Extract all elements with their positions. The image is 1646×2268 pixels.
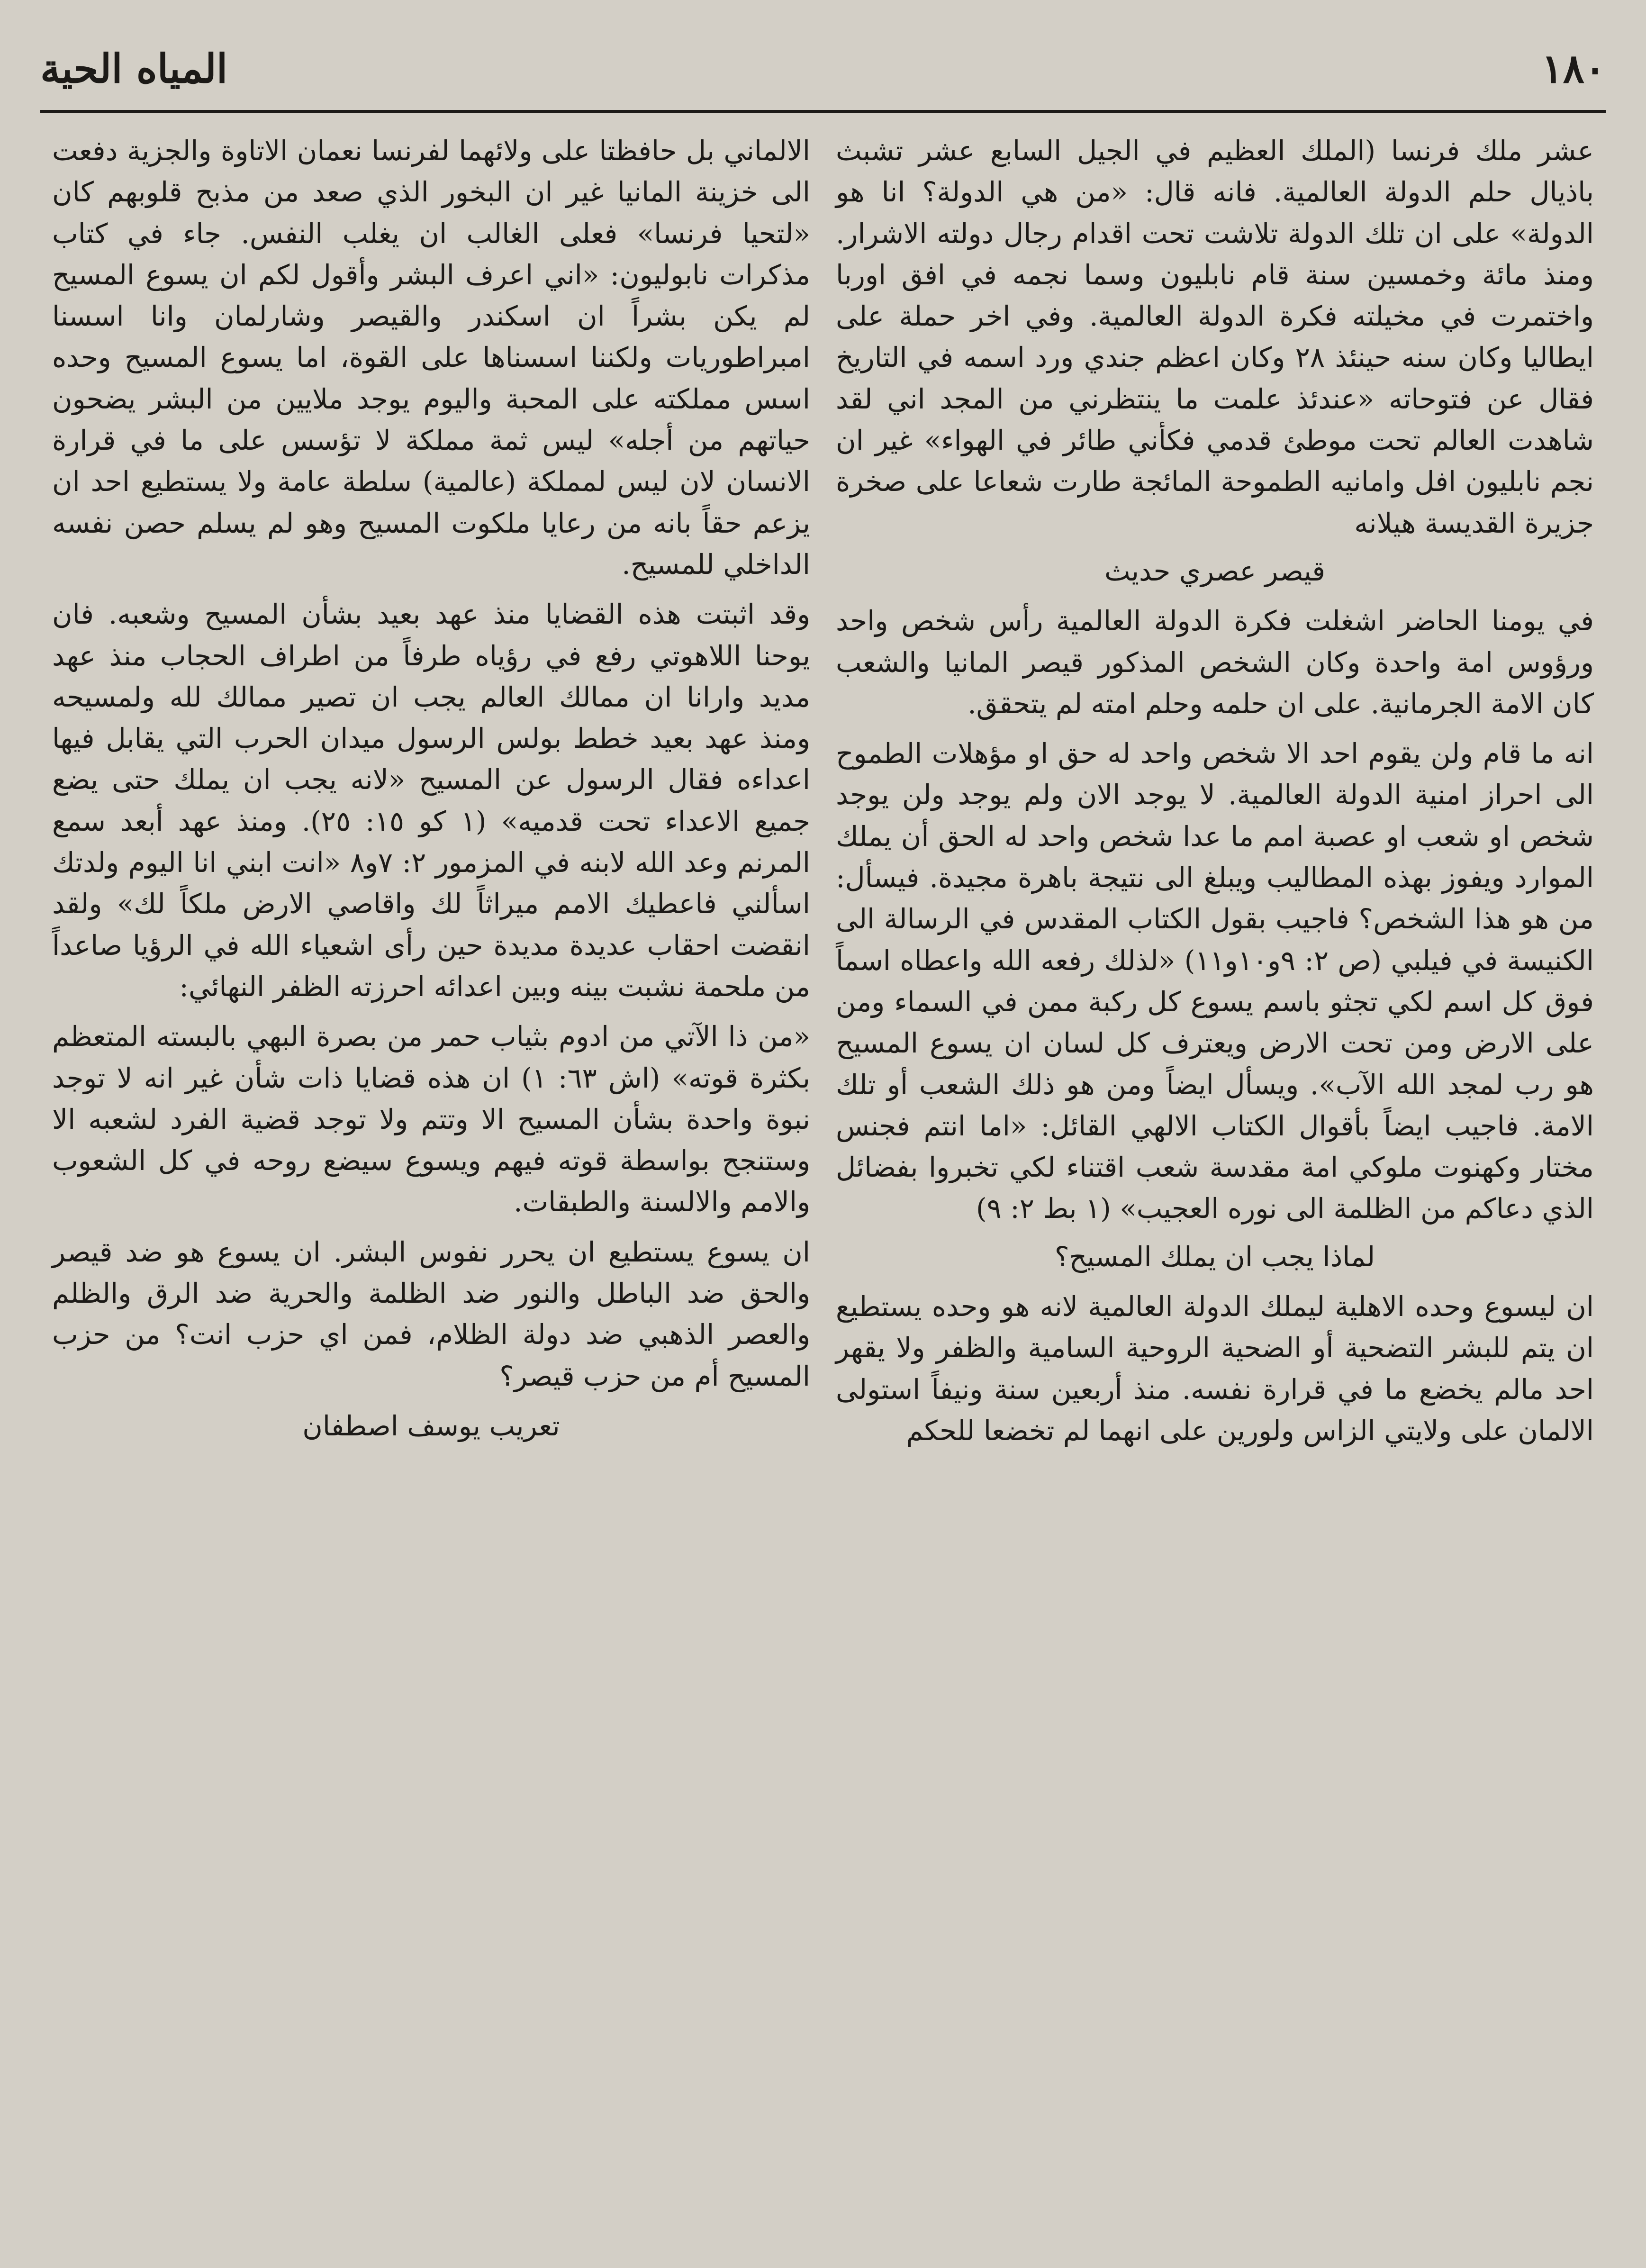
header-rule [40, 110, 1606, 113]
section-heading: قيصر عصري حديث [1104, 554, 1326, 587]
paragraph: الالماني بل حافظتا على ولائهما لفرنسا نعمان الاتاوة والجزية دفعت الى خزينة المانيا غير ان البخور الذي صعد من مذبح قلوبهم كان «لتحيا فرنسا» فعلى الغالب ان يغلب النفس. جاء في كتاب مذكرات نابوليون: «اني اعرف البشر وأقول لكم ان يسوع المسيح لم يكن بشراً ان اسكندر والقيصر وشارلمان وانا اسسنا امبراطوريات ولكننا اسسناها على القوة، اما يسوع المسيح وحده اسس مملكته على المحبة واليوم يوجد ملايين من البشر يضحون حياتهم من أجله» ليس ثمة مملكة لا تؤسس على ما في قرارة الانسان لان ليس لمملكة (عالمية) سلطة عامة ولا يستطيع احد ان يزعم حقاً بانه من رعايا ملكوت المسيح وهو لم يسلم حصن نفسه الداخلي للمسيح. [52, 135, 810, 581]
translator-signature: تعريب يوسف اصطفان [302, 1409, 560, 1442]
section-heading: لماذا يجب ان يملك المسيح؟ [1054, 1240, 1375, 1273]
running-title: المياه الحية [40, 45, 228, 92]
paragraph: ان ليسوع وحده الاهلية ليملك الدولة العالمية لانه هو وحده يستطيع ان يتم للبشر التضحية أو الضحية الروحية السامية والظفر ولا يقهر احد مالم يخضع ما في قرارة نفسه. منذ أربعين سنة ونيفاً استولى الالمان على ولايتي الزاس ولورين على انهما لم تخضعا للحكم [836, 1290, 1594, 1447]
paragraph: ان يسوع يستطيع ان يحرر نفوس البشر. ان يسوع هو ضد قيصر والحق ضد الباطل والنور ضد الظلمة والحرية ضد الرق والظلم والعصر الذهبي ضد دولة الظلام، فمن اي حزب انت؟ من حزب المسيح أم من حزب قيصر؟ [52, 1235, 810, 1392]
left-column [52, 130, 810, 1447]
paragraph: انه ما قام ولن يقوم احد الا شخص واحد له حق او مؤهلات الطموح الى احراز امنية الدولة العالمية. لا يوجد الان ولم يوجد ولن يوجد شخص او شعب او عصبة امم ما عدا شخص واحد له الحق أن يملك الموارد ويفوز بهذه المطاليب ويبلغ الى نتيجة باهرة مجيدة. فيسأل: من هو هذا الشخص؟ فاجيب بقول الكتاب المقدس في الرسالة الى الكنيسة في فيلبي (ص ٢: ٩و١٠و١١) «لذلك رفعه الله واعطاه اسماً فوق كل اسم لكي تجثو باسم يسوع كل ركبة ممن في السماء ومن على الارض ومن تحت الارض ويعترف كل لسان ان يسوع المسيح هو رب لمجد الله الآب». ويسأل ايضاً ومن هو ذلك الشعب أو تلك الامة. فاجيب ايضاً بأقوال الكتاب الالهي القائل: «اما انتم فجنس مختار وكهنوت ملوكي امة مقدسة شعب اقتناء لكي تخبروا بفضائل الذي دعاكم من الظلمة الى نوره العجيب» (١ بط ٢: ٩) [836, 737, 1594, 1225]
right-column [836, 130, 1594, 1452]
paragraph: في يومنا الحاضر اشغلت فكرة الدولة العالمية رأس شخص واحد ورؤوس امة واحدة وكان الشخص المذكور قيصر المانيا والشعب كان الامة الجرمانية. على ان حلمه وحلم امته لم يتحقق. [836, 605, 1594, 720]
paragraph: عشر ملك فرنسا (الملك العظيم في الجيل السابع عشر تشبث باذيال حلم الدولة العالمية. فانه قال: «من هي الدولة؟ انا هو الدولة» على ان تلك الدولة تلاشت تحت اقدام رجال دولته الاشرار. ومنذ مائة وخمسين سنة قام نابليون وسما نجمه في افق اوربا واختمرت في مخيلته فكرة الدولة العالمية. وفي اخر حملة على ايطاليا وكان سنه حينئذ ٢٨ وكان اعظم جندي ورد اسمه في التاريخ فقال عن فتوحاته «عندئذ علمت ما ينتظرني من المجد اني لقد شاهدت العالم تحت موطئ قدمي فكأني طائر في الهواء» غير ان نجم نابليون افل وامانيه الطموحة المائجة طارت شعاعا على صخرة جزيرة القديسة هيلانه [836, 135, 1594, 539]
page-number: ١٨٠ [1541, 45, 1606, 92]
page-header [40, 45, 1606, 107]
paragraph: وقد اثبتت هذه القضايا منذ عهد بعيد بشأن المسيح وشعبه. فان يوحنا اللاهوتي رفع في رؤياه طرفاً من اطراف الحجاب منذ عهد مديد وارانا ان ممالك العالم يجب ان تصير ممالك لله ولمسيحه ومنذ عهد بعيد خطط بولس الرسول ميدان الحرب التي يقابل فيها اعداءه فقال الرسول عن المسيح «لانه يجب ان يملك حتى يضع جميع الاعداء تحت قدميه» (١ كو ١٥: ٢٥). ومنذ عهد أبعد سمع المرنم وعد الله لابنه في المزمور ٢: ٧و٨ «انت ابني انا اليوم ولدتك اسألني فاعطيك الامم ميراثاً لك واقاصي الارض ملكاً لك» ولقد انقضت احقاب عديدة مديدة حين رأى اشعياء الله في الرؤيا صاعداً من ملحمة نشبت بينه وبين اعدائه احرزته الظفر النهائي: [52, 598, 810, 1003]
paragraph: «من ذا الآتي من ادوم بثياب حمر من بصرة البهي بالبسته المتعظم بكثرة قوته» (اش ٦٣: ١) ان هذه قضايا ذات شأن غير انه لا توجد نبوة واحدة بشأن المسيح الا وتتم ولا توجد قضية الفرد لشعبه الا وستنجح بواسطة قوته فيهم ويسوع سيضع روحه في كل الشعوب والامم والالسنة والطبقات. [52, 1020, 810, 1218]
